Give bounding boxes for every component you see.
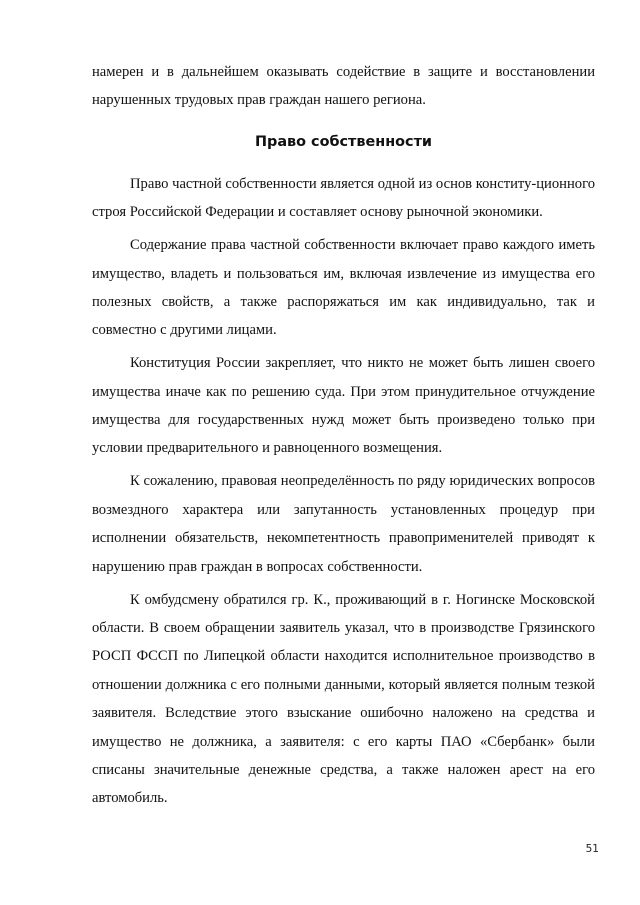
page-number: 51 [585,843,599,855]
body-text [92,58,595,813]
paragraph-case-example: К омбудсмену обратился гр. К., проживающий в г. Ногинске Московской области. В своем обращении заявитель указал, что в производстве Грязинского РОСП ФССП по Липецкой области находится исполнительное производство в отношении должника с его полными данными, который является полным тезкой заявителя. Вследствие этого взыскание ошибочно наложено на средства и имущество не должника, а заявителя: с его карты ПАО «Сбербанк» были списаны значительные денежные средства, а также наложен арест на его автомобиль. [92,591,595,807]
paragraph-legal-uncertainty: К сожалению, правовая неопределённость по ряду юридических вопросов возмездного характера или запутанность установленных процедур при исполнении обязательств, некомпетентность правоприменителей приводят к нарушению прав граждан в вопросах собственности. [92,473,595,575]
continuation-paragraph: намерен и в дальнейшем оказывать содействие в защите и восстановлении нарушенных трудовых прав граждан нашего региона. [92,64,595,109]
paragraph-private-property: Право частной собственности является одной из основ конститу-ционного строя Российской Федерации и составляет основу рыночной экономики. [92,175,595,221]
section-heading: Право собственности [255,133,432,150]
paragraph-property-content: Содержание права частной собственности включает право каждого иметь имущество, владеть и пользоваться им, включая извлечение из имущества его полезных свойств, а также распоряжаться им как индивидуально, так и совместно с другими лицами. [92,237,595,339]
paragraph-constitution: Конституция России закрепляет, что никто не может быть лишен своего имущества иначе как по решению суда. При этом принудительное отчуждение имущества для государственных нужд может быть произведено только при условии предварительного и равноценного возмещения. [92,355,595,457]
